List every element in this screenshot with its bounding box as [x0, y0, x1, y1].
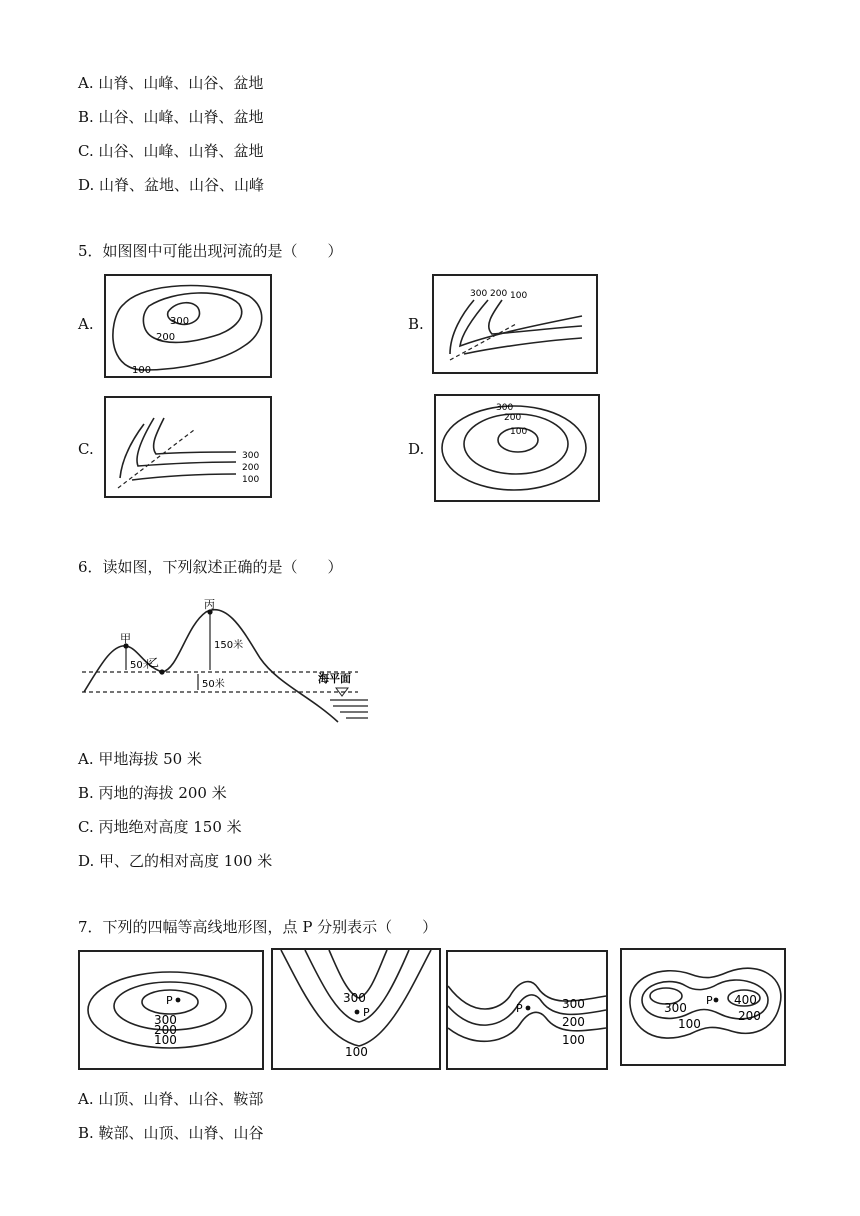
q7-figure-3-contour-map	[446, 950, 608, 1070]
q6-option-a: A. 甲地海拔 50 米	[78, 750, 202, 768]
q6-point-yi: 乙	[148, 656, 159, 669]
q7f3-contour-label-100: 100	[562, 1033, 585, 1047]
q5-figure-d-label: D.	[408, 440, 425, 458]
q7f1-contour-label-300: 300	[154, 1013, 177, 1027]
q7f2-contour-label-100: 100	[345, 1045, 368, 1059]
q5d-contour-label-200: 200	[504, 413, 522, 423]
q5d-contour-label-300: 300	[496, 403, 514, 413]
q7-stem: 7．下列的四幅等高线地形图，点 P 分别表示（ ）	[78, 918, 438, 936]
q5-stem: 5．如图图中可能出现河流的是（ ）	[78, 242, 343, 260]
q4-option-d: D. 山脊、盆地、山谷、山峰	[78, 176, 265, 194]
q5-figure-b-label: B.	[408, 315, 424, 333]
q7f3-contour-label-200: 200	[562, 1015, 585, 1029]
q5c-contour-label-100: 100	[242, 475, 260, 485]
q4-option-a: A. 山脊、山峰、山谷、盆地	[78, 74, 264, 92]
q7f4-contour-label-400: 400	[734, 993, 757, 1007]
q6-label-sea-level: 海平面	[318, 672, 351, 685]
q5d-contour-label-100: 100	[510, 427, 528, 437]
q7f4-point-p: P	[706, 994, 713, 1007]
q7f4-contour-label-200: 200	[738, 1009, 761, 1023]
q5-figure-c-contour-map	[104, 396, 272, 498]
q6-point-bing: 丙	[204, 598, 215, 611]
q7-figure-1-contour-map	[78, 950, 264, 1070]
q7f4-contour-label-300: 300	[664, 1001, 687, 1015]
q7-option-a: A. 山顶、山脊、山谷、鞍部	[78, 1090, 264, 1108]
q6-label-bing-height: 150米	[214, 640, 244, 651]
q5b-contour-label-200: 200	[490, 289, 508, 299]
q5a-contour-label-200: 200	[156, 332, 176, 343]
q7f2-point-p: P	[363, 1006, 370, 1019]
q5c-contour-label-300: 300	[242, 451, 260, 461]
q5-figure-c-label: C.	[78, 440, 94, 458]
q5c-contour-label-200: 200	[242, 463, 260, 473]
q7-option-b: B. 鞍部、山顶、山脊、山谷	[78, 1124, 264, 1142]
q5b-contour-label-300: 300	[470, 289, 488, 299]
q7f1-point-p: P	[166, 994, 173, 1007]
q6-option-b: B. 丙地的海拔 200 米	[78, 784, 227, 802]
q4-option-b: B. 山谷、山峰、山脊、盆地	[78, 108, 264, 126]
q7f3-point-p: P	[516, 1002, 523, 1015]
q6-point-jia: 甲	[120, 632, 131, 645]
q7f1-contour-label-100: 100	[154, 1033, 177, 1047]
q5a-contour-label-300: 300	[170, 316, 190, 327]
q5-figure-b-contour-map	[432, 274, 598, 374]
q4-option-c: C. 山谷、山峰、山脊、盆地	[78, 142, 264, 160]
q6-stem: 6．读如图，下列叙述正确的是（ ）	[78, 558, 343, 576]
q6-option-d: D. 甲、乙的相对高度 100 米	[78, 852, 273, 870]
q7f3-contour-label-300: 300	[562, 997, 585, 1011]
q7-figure-2-contour-map	[271, 948, 441, 1070]
q6-label-level-gap: 50米	[202, 679, 225, 690]
q6-option-c: C. 丙地绝对高度 150 米	[78, 818, 242, 836]
q7f4-contour-label-100: 100	[678, 1017, 701, 1031]
q5-figure-a-contour-map	[104, 274, 272, 378]
q5b-contour-label-100: 100	[510, 291, 528, 301]
q6-label-jia-height: 50米	[130, 660, 153, 671]
q5-figure-a-label: A.	[78, 315, 94, 333]
q7-figure-4-contour-map	[620, 948, 786, 1066]
q7f2-contour-label-300: 300	[343, 991, 366, 1005]
q7f1-contour-label-200: 200	[154, 1023, 177, 1037]
q6-terrain-profile-figure	[78, 596, 370, 726]
q5a-contour-label-100: 100	[132, 365, 152, 376]
q5-figure-d-contour-map	[434, 394, 600, 502]
